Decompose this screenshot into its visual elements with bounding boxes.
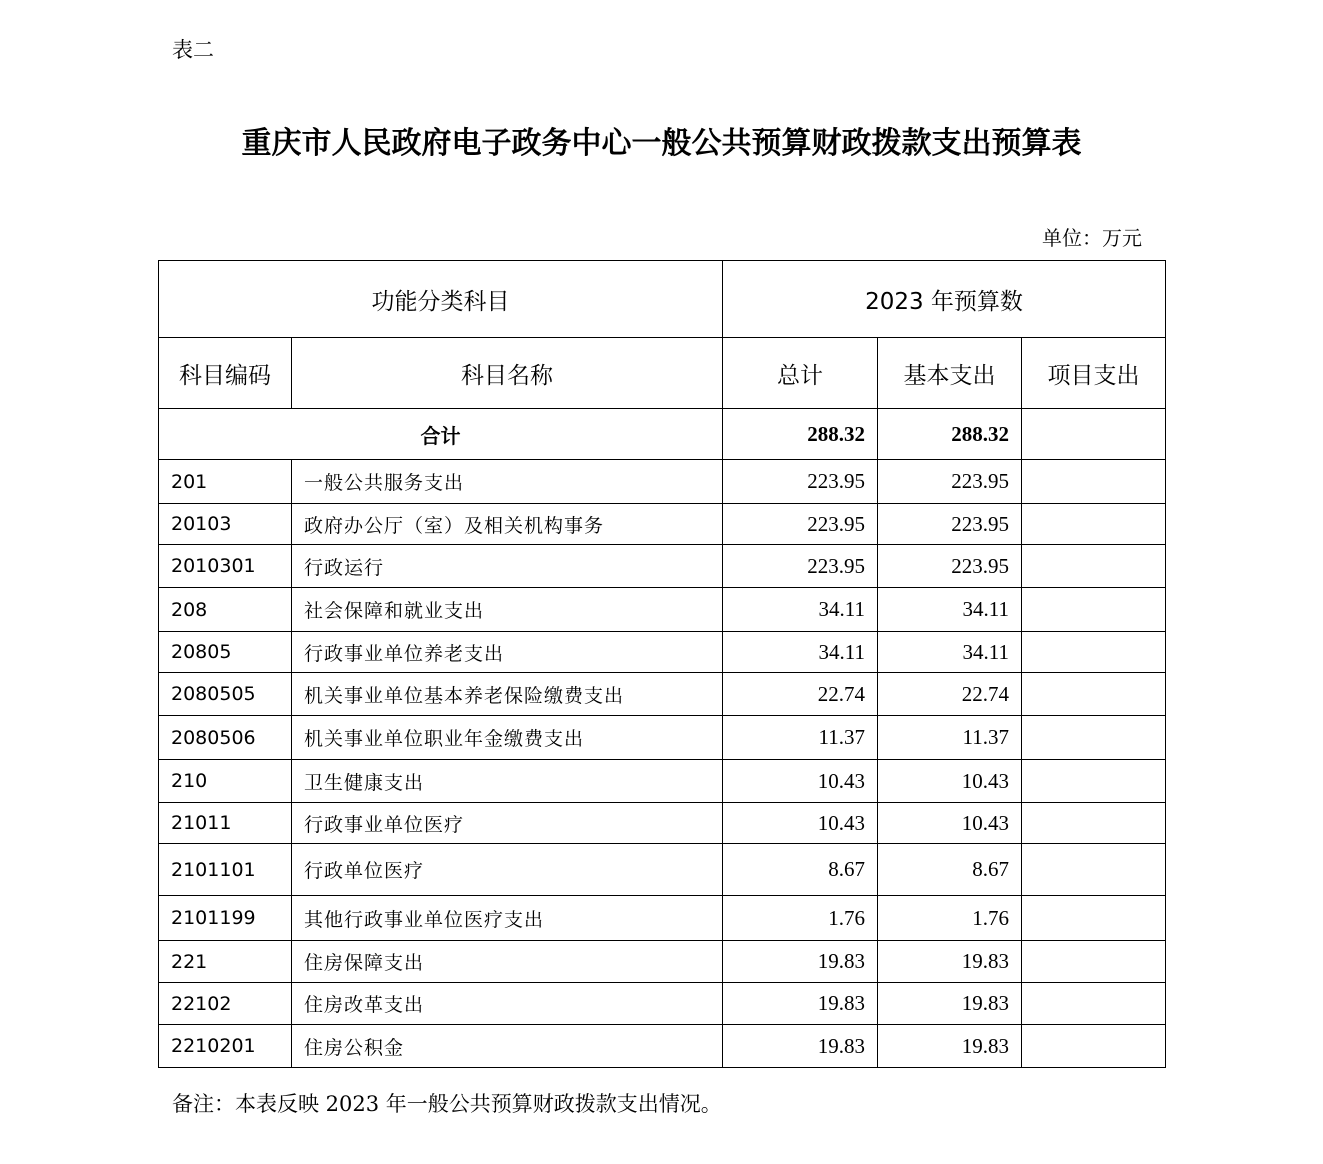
total-value-cell: 11.37	[723, 716, 878, 760]
project-value-cell	[1022, 504, 1166, 545]
total-value-cell: 19.83	[723, 1025, 878, 1068]
subject-name-cell: 住房改革支出	[292, 983, 723, 1025]
page-title: 重庆市人民政府电子政务中心一般公共预算财政拨款支出预算表	[241, 126, 1082, 161]
project-value-cell	[1022, 673, 1166, 716]
subject-name-cell: 政府办公厅（室）及相关机构事务	[292, 504, 723, 545]
table-row	[159, 760, 1166, 803]
total-value-cell: 1.76	[723, 896, 878, 941]
total-basic-value: 288.32	[878, 409, 1022, 460]
unit-label: 单位：万元	[1042, 226, 1142, 250]
total-value-cell: 223.95	[723, 545, 878, 588]
project-value-cell	[1022, 1025, 1166, 1068]
project-value-cell	[1022, 460, 1166, 504]
subject-code-cell: 2010301	[159, 545, 292, 588]
basic-value-cell: 8.67	[878, 844, 1022, 896]
total-value-cell: 22.74	[723, 673, 878, 716]
basic-value-cell: 223.95	[878, 504, 1022, 545]
basic-value-cell: 19.83	[878, 983, 1022, 1025]
page-label: 表二	[172, 38, 214, 62]
total-value-cell: 223.95	[723, 504, 878, 545]
table-row	[159, 673, 1166, 716]
total-value-cell: 10.43	[723, 803, 878, 844]
project-value-cell	[1022, 896, 1166, 941]
basic-value-cell: 19.83	[878, 941, 1022, 983]
header-subject-name: 科目名称	[292, 338, 723, 409]
total-value-cell: 10.43	[723, 760, 878, 803]
subject-code-cell: 208	[159, 588, 292, 632]
header-basic-expenditure: 基本支出	[878, 338, 1022, 409]
header-budget-year: 2023 年预算数	[723, 261, 1166, 338]
total-row	[159, 409, 1166, 460]
subject-code-cell: 20805	[159, 632, 292, 673]
subject-name-cell: 住房公积金	[292, 1025, 723, 1068]
basic-value-cell: 11.37	[878, 716, 1022, 760]
subject-name-cell: 行政运行	[292, 545, 723, 588]
table-row	[159, 460, 1166, 504]
table-row	[159, 632, 1166, 673]
total-value-cell: 19.83	[723, 983, 878, 1025]
subject-name-cell: 行政事业单位养老支出	[292, 632, 723, 673]
subject-code-cell: 210	[159, 760, 292, 803]
table-row	[159, 983, 1166, 1025]
basic-value-cell: 223.95	[878, 545, 1022, 588]
project-value-cell	[1022, 632, 1166, 673]
subject-name-cell: 行政单位医疗	[292, 844, 723, 896]
subject-name-cell: 行政事业单位医疗	[292, 803, 723, 844]
subject-name-cell: 住房保障支出	[292, 941, 723, 983]
header-project-expenditure: 项目支出	[1022, 338, 1166, 409]
table-row	[159, 545, 1166, 588]
header-subject-code: 科目编码	[159, 338, 292, 409]
table-row	[159, 941, 1166, 983]
table-row	[159, 844, 1166, 896]
total-value-cell: 34.11	[723, 632, 878, 673]
table-row	[159, 588, 1166, 632]
table-row	[159, 803, 1166, 844]
subject-name-cell: 机关事业单位职业年金缴费支出	[292, 716, 723, 760]
footnote: 备注：本表反映 2023 年一般公共预算财政拨款支出情况。	[172, 1092, 722, 1116]
total-total-value: 288.32	[723, 409, 878, 460]
total-value-cell: 8.67	[723, 844, 878, 896]
table-row	[159, 504, 1166, 545]
basic-value-cell: 10.43	[878, 803, 1022, 844]
subject-code-cell: 21011	[159, 803, 292, 844]
project-value-cell	[1022, 844, 1166, 896]
basic-value-cell: 1.76	[878, 896, 1022, 941]
project-value-cell	[1022, 983, 1166, 1025]
basic-value-cell: 34.11	[878, 632, 1022, 673]
subject-code-cell: 221	[159, 941, 292, 983]
header-total: 总计	[723, 338, 878, 409]
subject-code-cell: 22102	[159, 983, 292, 1025]
subject-name-cell: 社会保障和就业支出	[292, 588, 723, 632]
header-function-category: 功能分类科目	[159, 261, 723, 338]
subject-code-cell: 2080506	[159, 716, 292, 760]
subject-code-cell: 201	[159, 460, 292, 504]
basic-value-cell: 34.11	[878, 588, 1022, 632]
table-row	[159, 716, 1166, 760]
total-value-cell: 34.11	[723, 588, 878, 632]
subject-code-cell: 20103	[159, 504, 292, 545]
table-row	[159, 1025, 1166, 1068]
subject-code-cell: 2080505	[159, 673, 292, 716]
subject-code-cell: 2210201	[159, 1025, 292, 1068]
project-value-cell	[1022, 760, 1166, 803]
project-value-cell	[1022, 588, 1166, 632]
subject-name-cell: 一般公共服务支出	[292, 460, 723, 504]
basic-value-cell: 223.95	[878, 460, 1022, 504]
project-value-cell	[1022, 941, 1166, 983]
subject-code-cell: 2101101	[159, 844, 292, 896]
total-value-cell: 223.95	[723, 460, 878, 504]
total-value-cell: 19.83	[723, 941, 878, 983]
table-row	[159, 896, 1166, 941]
basic-value-cell: 10.43	[878, 760, 1022, 803]
budget-table	[158, 260, 1166, 1068]
subject-name-cell: 其他行政事业单位医疗支出	[292, 896, 723, 941]
basic-value-cell: 22.74	[878, 673, 1022, 716]
total-label: 合计	[159, 409, 723, 460]
total-project-value	[1022, 409, 1166, 460]
project-value-cell	[1022, 803, 1166, 844]
subject-name-cell: 卫生健康支出	[292, 760, 723, 803]
project-value-cell	[1022, 716, 1166, 760]
basic-value-cell: 19.83	[878, 1025, 1022, 1068]
subject-code-cell: 2101199	[159, 896, 292, 941]
subject-name-cell: 机关事业单位基本养老保险缴费支出	[292, 673, 723, 716]
project-value-cell	[1022, 545, 1166, 588]
